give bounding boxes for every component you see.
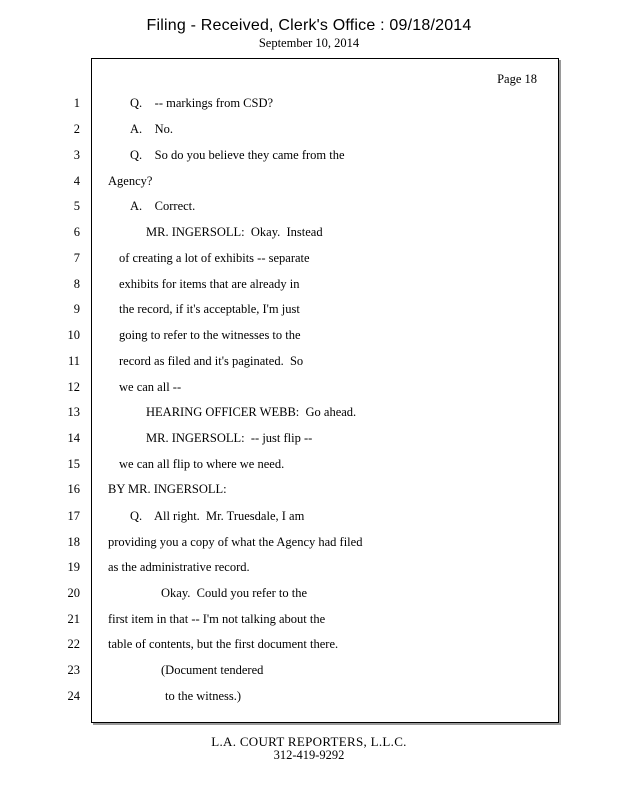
transcript-line (0, 403, 557, 421)
line-text: MR. INGERSOLL: -- just flip -- (146, 431, 313, 445)
line-number: 4 (73, 174, 80, 188)
line-text: BY MR. INGERSOLL: (108, 482, 227, 496)
line-text: to the witness.) (165, 689, 242, 703)
transcript-line (0, 507, 557, 525)
line-text: Q. So do you believe they came from the (130, 148, 345, 162)
line-text: of creating a lot of exhibits -- separate (119, 251, 310, 265)
filing-stamp: Filing - Received, Clerk's Office : 09/18/2014 (146, 17, 472, 34)
transcript-line (0, 429, 557, 447)
line-number: 5 (73, 199, 80, 213)
transcript-line (0, 275, 557, 293)
line-text: first item in that -- I'm not talking about the (108, 612, 326, 626)
line-text: record as filed and it's paginated. So (119, 354, 304, 368)
line-number: 3 (73, 148, 80, 162)
transcript-line (0, 300, 557, 318)
transcript-line (0, 455, 557, 473)
transcript-line (0, 146, 557, 164)
line-number: 11 (67, 354, 80, 368)
line-number: 9 (73, 302, 80, 316)
line-text: providing you a copy of what the Agency had filed (108, 535, 363, 549)
line-number: 22 (67, 637, 80, 651)
hearing-date: September 10, 2014 (258, 36, 360, 50)
transcript-line (0, 584, 557, 602)
transcript-line (0, 223, 557, 241)
line-text: (Document tendered (161, 663, 264, 677)
page-number: Page 18 (497, 72, 537, 86)
line-number: 2 (73, 122, 80, 136)
line-number: 19 (67, 560, 80, 574)
line-text: Agency? (108, 174, 153, 188)
footer-company: L.A. COURT REPORTERS, L.L.C. (211, 734, 407, 749)
line-text: going to refer to the witnesses to the (119, 328, 301, 342)
transcript-line (0, 610, 557, 628)
transcript-line (0, 326, 557, 344)
transcript-line (0, 249, 557, 267)
line-number: 6 (73, 225, 80, 239)
transcript-line (0, 94, 557, 112)
line-text: as the administrative record. (108, 560, 250, 574)
line-number: 14 (67, 431, 80, 445)
line-text: we can all flip to where we need. (119, 457, 285, 471)
line-number: 15 (67, 457, 80, 471)
line-text: Okay. Could you refer to the (161, 586, 308, 600)
transcript-line (0, 378, 557, 396)
transcript-line (0, 480, 557, 498)
line-number: 23 (67, 663, 80, 677)
line-number: 12 (67, 380, 80, 394)
line-number: 20 (67, 586, 80, 600)
line-number: 21 (67, 612, 80, 626)
transcript-line (0, 661, 557, 679)
footer-phone: 312-419-9292 (273, 748, 345, 762)
line-text: A. Correct. (130, 199, 196, 213)
line-text: the record, if it's acceptable, I'm just (119, 302, 300, 316)
transcript-line (0, 352, 557, 370)
transcript-line (0, 197, 557, 215)
transcript-line (0, 172, 557, 190)
line-number: 18 (67, 535, 80, 549)
transcript-line (0, 558, 557, 576)
line-number: 8 (73, 277, 80, 291)
transcript-line (0, 687, 557, 705)
line-text: table of contents, but the first document there. (108, 637, 339, 651)
line-number: 17 (67, 509, 80, 523)
line-number: 10 (67, 328, 80, 342)
line-text: A. No. (130, 122, 174, 136)
line-text: MR. INGERSOLL: Okay. Instead (146, 225, 323, 239)
line-text: Q. All right. Mr. Truesdale, I am (130, 509, 305, 523)
line-text: HEARING OFFICER WEBB: Go ahead. (146, 405, 357, 419)
line-number: 13 (67, 405, 80, 419)
line-number: 24 (67, 689, 80, 703)
line-number: 1 (73, 96, 80, 110)
line-text: Q. -- markings from CSD? (130, 96, 274, 110)
line-number: 7 (73, 251, 80, 265)
transcript-line (0, 120, 557, 138)
line-text: we can all -- (119, 380, 182, 394)
transcript-line (0, 533, 557, 551)
transcript-line (0, 635, 557, 653)
line-text: exhibits for items that are already in (119, 277, 300, 291)
line-number: 16 (67, 482, 80, 496)
